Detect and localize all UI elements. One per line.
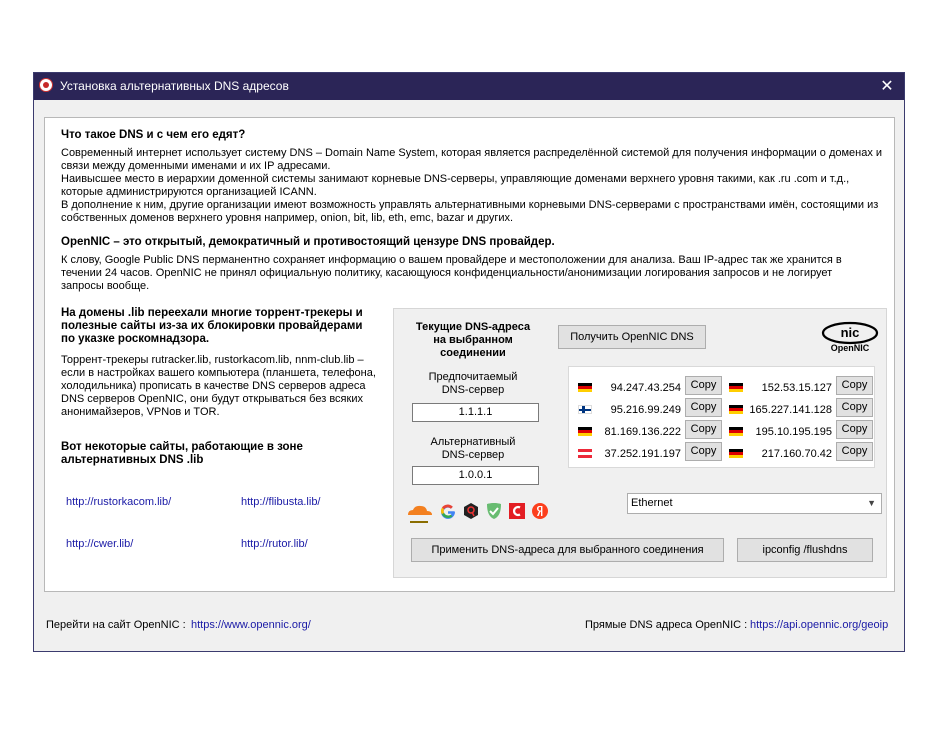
preferred-dns-field[interactable]: 1.1.1.1 <box>412 403 539 422</box>
opennic-logo-top: nic <box>840 325 860 340</box>
yandex-icon[interactable] <box>531 502 549 520</box>
intro-line: собственных доменов верхнего уровня например, onion, bit, lib, eth, emc, bazar и других. <box>61 212 514 224</box>
lib-line: DNS серверов OpenNIC, они будут открываться без всяких <box>61 393 363 405</box>
sites-heading: альтернативных DNS .lib <box>61 454 204 466</box>
close-icon[interactable]: ✕ <box>880 78 894 95</box>
opennic-server-list <box>568 366 875 468</box>
copy-button[interactable]: Copy <box>685 420 722 439</box>
copy-button[interactable]: Copy <box>836 420 873 439</box>
preferred-dns-label: Предпочитаемый <box>428 371 518 383</box>
lib-line: если в настройках вашего компьютера (планшета, телефона, <box>61 367 376 379</box>
link-cwer[interactable]: http://cwer.lib/ <box>66 538 134 550</box>
app-icon <box>39 78 53 92</box>
opennic-site-link[interactable]: https://www.opennic.org/ <box>191 619 311 631</box>
chevron-down-icon: ▼ <box>867 498 876 508</box>
sites-heading: Вот некоторые сайты, работающие в зоне <box>61 441 303 453</box>
connection-select[interactable] <box>627 493 882 514</box>
google-icon[interactable] <box>439 502 457 520</box>
opennic-logo-text: OpenNIC <box>830 343 870 353</box>
dns-panel <box>393 308 887 578</box>
footer-left-label: Перейти на сайт OpenNIC : <box>46 619 186 631</box>
cloudflare-icon[interactable] <box>404 501 434 525</box>
intro-line: В дополнение к ним, другие организации имеют возможность управлять альтернативными корневыми DNS-серверами с пространствами имён, состоящими из <box>61 199 879 211</box>
connection-value: Ethernet <box>631 497 673 509</box>
copy-button[interactable]: Copy <box>685 442 722 461</box>
copy-button[interactable]: Copy <box>836 398 873 417</box>
server-ip: 94.247.43.254 <box>610 382 681 394</box>
server-ip: 152.53.15.127 <box>761 382 832 394</box>
lib-line: анонимайзеров, VPNов и TOR. <box>61 406 220 418</box>
alternate-dns-field[interactable]: 1.0.0.1 <box>412 466 539 485</box>
opennic-line: запросы вообще. <box>61 280 150 292</box>
opennic-heading: OpenNIC – это открытый, демократичный и противостоящий цензуре DNS провайдер. <box>61 236 555 248</box>
intro-line: связи между доменными именами и их IP адресами. <box>61 160 331 172</box>
intro-line: Наивысшее место в иерархии доменной системы занимают корневые DNS-серверы, управляющие доменами верхнего уровня такими, как .ru .com и т.д., <box>61 173 850 185</box>
lib-line: Торрент-трекеры rutracker.lib, rustorkacom.lib, nnm-club.lib – <box>61 354 364 366</box>
current-dns-heading: на выбранном <box>433 334 513 346</box>
alternate-dns-label: Альтернативный <box>430 436 516 448</box>
flushdns-button[interactable]: ipconfig /flushdns <box>737 538 873 562</box>
opennic-logo <box>821 321 881 353</box>
copy-button[interactable]: Copy <box>836 376 873 395</box>
comss-icon[interactable] <box>508 502 526 520</box>
link-rutor[interactable]: http://rutor.lib/ <box>241 538 308 550</box>
server-ip: 165.227.141.128 <box>749 404 832 416</box>
intro-heading: Что такое DNS и с чем его едят? <box>61 129 246 141</box>
server-ip: 217.160.70.42 <box>761 448 832 460</box>
window-title: Установка альтернативных DNS адресов <box>60 79 289 93</box>
lib-heading: На домены .lib переехали многие торрент-трекеры и <box>61 307 363 319</box>
title-bar[interactable] <box>34 73 904 100</box>
server-ip: 195.10.195.195 <box>755 426 832 438</box>
opennic-line: течении 24 часов. OpenNIC не принял официальную политику, касающуюся конфиденциальности/анонимизации логирования запросов и не логирует <box>61 267 833 279</box>
server-ip: 81.169.136.222 <box>604 426 681 438</box>
lib-heading: по указке роскомнадзора. <box>61 333 210 345</box>
server-ip: 95.216.99.249 <box>610 404 681 416</box>
lib-heading: полезные сайты из-за их блокировки провайдерами <box>61 320 363 332</box>
opennic-line: К слову, Google Public DNS перманентно сохраняет информацию о вашем провайдере и местоположении для анализа. Ваш IP-адрес так же хранится в <box>61 254 842 266</box>
content-area <box>44 117 895 592</box>
server-ip: 37.252.191.197 <box>604 448 681 460</box>
quad9-icon[interactable] <box>462 502 480 520</box>
opennic-geoip-link[interactable]: https://api.opennic.org/geoip <box>750 619 889 631</box>
copy-button[interactable]: Copy <box>685 376 722 395</box>
current-dns-heading: соединении <box>440 347 506 359</box>
link-rustorkacom[interactable]: http://rustorkacom.lib/ <box>66 496 172 508</box>
footer-right-label: Прямые DNS адреса OpenNIC : <box>585 619 748 631</box>
intro-line: Современный интернет использует систему DNS – Domain Name System, которая является распределённой системой для получения информации о доменах и <box>61 147 883 159</box>
preferred-dns-label: DNS-сервер <box>441 384 505 396</box>
link-flibusta[interactable]: http://flibusta.lib/ <box>241 496 321 508</box>
get-opennic-dns-button[interactable]: Получить OpenNIC DNS <box>558 325 706 349</box>
adguard-icon[interactable] <box>485 502 503 520</box>
current-dns-heading: Текущие DNS-адреса <box>415 321 531 333</box>
alternate-dns-label: DNS-сервер <box>441 449 505 461</box>
copy-button[interactable]: Copy <box>685 398 722 417</box>
copy-button[interactable]: Copy <box>836 442 873 461</box>
dns-setup-window <box>33 72 905 652</box>
lib-line: холодильника) прописать в качестве DNS серверов адреса <box>61 380 366 392</box>
intro-line: которые администрируются организацией ICANN. <box>61 186 317 198</box>
apply-dns-button[interactable]: Применить DNS-адреса для выбранного соединения <box>411 538 724 562</box>
